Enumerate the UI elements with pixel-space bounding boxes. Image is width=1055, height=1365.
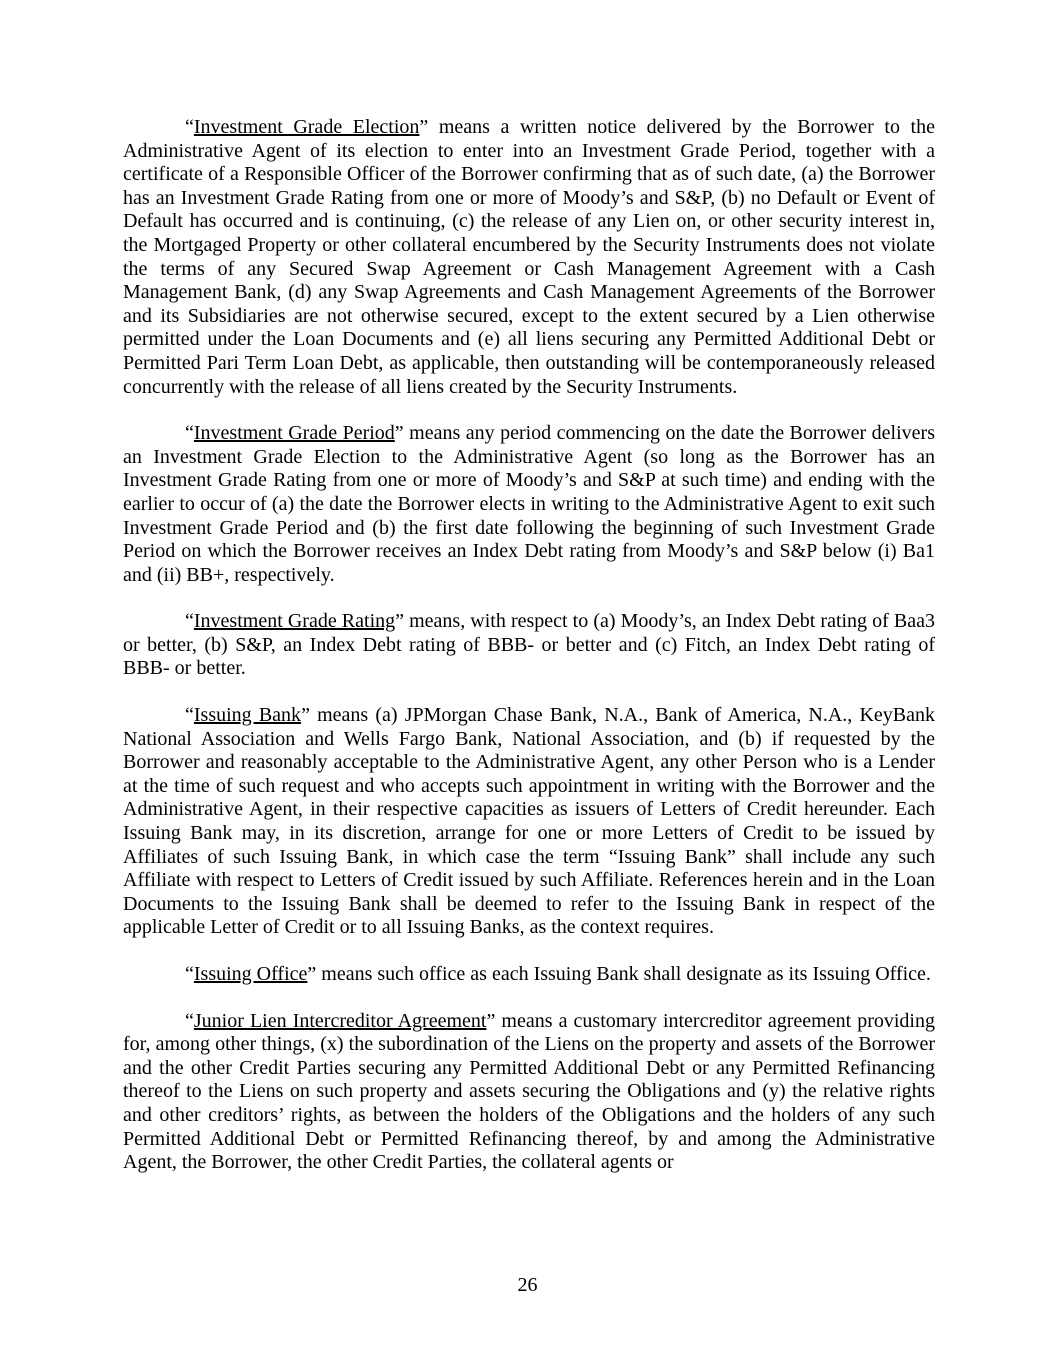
document-body (123, 116, 935, 1198)
defined-term: Investment Grade Rating (193, 610, 396, 633)
paragraph-text: ” means such office as each Issuing Bank shall designate as its Issuing Office. (307, 963, 931, 985)
open-quote: “ (185, 963, 194, 985)
page-number: 26 (517, 1274, 538, 1296)
paragraph-text: ” means, with respect to (a) Moody’s, an Index Debt rating of Baa3 or better, (b) S&P, an Index Debt rating of BBB- or better and (c) Fitch, an Index Debt rating of BBB- or better. (123, 610, 935, 680)
definition-paragraph (123, 610, 935, 681)
open-quote: “ (185, 422, 194, 445)
defined-term: Investment Grade Election (193, 116, 420, 138)
definition-paragraph (123, 1010, 935, 1175)
definition-paragraph (123, 116, 935, 399)
open-quote: “ (185, 116, 194, 138)
paragraph-text: ” means (a) JPMorgan Chase Bank, N.A., Bank of America, N.A., KeyBank National Association and Wells Fargo Bank, National Association, and (b) if requested by the Borrower and reasonably acceptable to the Administrative Agent, any other Person who is a Lender at the time of such request and who accepts such appointment in writing with the Borrower and the Administrative Agent, in their respective capacities as issuers of Letters of Credit hereunder. Each Issuing Bank may, in its discretion, arrange for one or more Letters of Credit to be issued by Affiliates of such Issuing Bank, in which case the term “Issuing Bank” shall include any such Affiliate with respect to Letters of Credit issued by such Affiliate. References herein and in the Loan Documents to the Issuing Bank shall be deemed to refer to the Issuing Bank in respect of the applicable Letter of Credit or to all Issuing Banks, as the context requires. (123, 704, 935, 939)
paragraph-text: ” means any period commencing on the date the Borrower delivers an Investment Grade Election to the Administrative Agent (so long as the Borrower has an Investment Grade Rating from one or more of Moody’s and S&P at such time) and ending with the earlier to occur of (a) the date the Borrower elects in writing to the Administrative Agent to exit such Investment Grade Period and (b) the first date following the beginning of such Investment Grade Period on which the Borrower receives an Index Debt rating from Moody’s and S&P below (i) Ba1 and (ii) BB+, respectively. (123, 422, 935, 586)
defined-term: Investment Grade Period (193, 422, 395, 445)
paragraph-text: ” means a customary intercreditor agreement providing for, among other things, (x) the subordination of the Liens on the property and assets of the Borrower and the other Credit Parties securing any Permitted Additional Debt or any Permitted Refinancing thereof to the Liens on such property and assets securing the Obligations and (y) the relative rights and other creditors’ rights, as between the holders of the Obligations and the holders of any such Permitted Additional Debt or Permitted Refinancing thereof, by and among the Administrative Agent, the Borrower, the other Credit Parties, the collateral agents or (123, 1009, 935, 1174)
definition-paragraph (123, 422, 935, 587)
defined-term: Issuing Bank (193, 704, 302, 727)
definition-paragraph (123, 963, 935, 987)
open-quote: “ (185, 1009, 194, 1032)
defined-term: Issuing Office (193, 963, 308, 985)
open-quote: “ (185, 610, 194, 633)
defined-term: Junior Lien Intercreditor Agreement (193, 1009, 487, 1032)
open-quote: “ (185, 704, 194, 727)
paragraph-text: ” means a written notice delivered by the Borrower to the Administrative Agent of its election to enter into an Investment Grade Period, together with a certificate of a Responsible Officer of the Borrower confirming that as of such date, (a) the Borrower has an Investment Grade Rating from one or more of Moody’s and S&P, (b) no Default or Event of Default has occurred and is continuing, (c) the release of any Lien on, or other security interest in, the Mortgaged Property or other collateral encumbered by the Security Instruments does not violate the terms of any Secured Swap Agreement or Cash Management Agreement with a Cash Management Bank, (d) any Swap Agreements and Cash Management Agreements of the Borrower and its Subsidiaries are not otherwise secured, except to the extent secured by a Lien otherwise permitted under the Loan Documents and (e) all liens securing any Permitted Additional Debt or Permitted Pari Term Loan Debt, as applicable, then outstanding will be contemporaneously released concurrently with the release of all liens created by the Security Instruments. (123, 116, 935, 398)
definition-paragraph (123, 704, 935, 940)
